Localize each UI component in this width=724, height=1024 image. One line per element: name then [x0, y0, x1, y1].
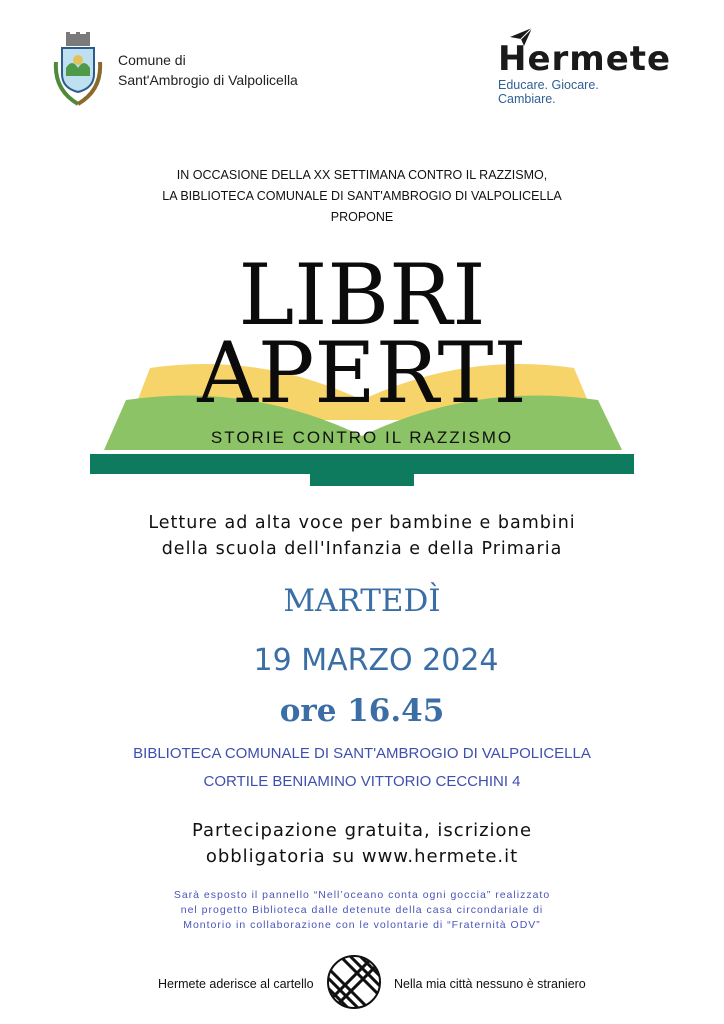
hermete-brand-name: Hermete: [498, 39, 672, 79]
location-line-1: BIBLIOTECA COMUNALE DI SANT'AMBROGIO DI VALPOLICELLA: [133, 745, 591, 762]
note-line-2: nel progetto Biblioteca dalle detenute della casa circondariale di: [180, 904, 544, 916]
location-line-2: CORTILE BENIAMINO VITTORIO CECCHINI 4: [203, 773, 521, 790]
comune-label: [118, 50, 298, 90]
note-line-3: Montorio in collaborazione con le volontarie di “Fraternità ODV”: [183, 919, 541, 931]
footer: [0, 950, 724, 1012]
paper-plane-icon: [510, 28, 532, 46]
hero-banner: [0, 246, 724, 490]
participation-line-2: obbligatoria su www.hermete.it: [205, 846, 519, 867]
description-line-1: Letture ad alta voce per bambine e bambini: [148, 513, 576, 533]
hermete-logo: [498, 39, 672, 106]
event-location: [0, 740, 724, 796]
event-date: 19 MARZO 2024: [253, 643, 499, 678]
comune-line-1: Comune di: [118, 52, 186, 68]
event-description: [0, 510, 724, 562]
footer-right-text: Nella mia città nessuno è straniero: [394, 977, 586, 991]
intro-line-3: PROPONE: [330, 210, 394, 224]
intro-line-1: IN OCCASIONE DELLA XX SETTIMANA CONTRO IL RAZZISMO,: [176, 168, 548, 182]
event-time: ore 16.45: [279, 693, 445, 729]
comune-line-2: Sant'Ambrogio di Valpolicella: [118, 72, 298, 88]
title-line-2: APERTI: [197, 324, 527, 422]
note-line-1: Sarà esposto il pannello “Nell’oceano conta ogni goccia” realizzato: [173, 889, 551, 901]
campaign-logo-icon: [326, 954, 382, 1010]
exhibition-note: [0, 888, 724, 933]
event-day: MARTEDÌ: [283, 583, 441, 619]
title-line-1: LIBRI: [238, 246, 486, 344]
header: [0, 30, 724, 120]
municipal-crest-icon: [52, 32, 104, 112]
hero-subtitle: STORIE CONTRO IL RAZZISMO: [210, 428, 514, 447]
hermete-tagline: Educare. Giocare. Cambiare.: [498, 78, 599, 106]
description-line-2: della scuola dell'Infanzia e della Primaria: [161, 539, 563, 559]
participation-info: [0, 818, 724, 870]
intro-text: [0, 165, 724, 228]
intro-line-2: LA BIBLIOTECA COMUNALE DI SANT'AMBROGIO DI VALPOLICELLA: [162, 189, 562, 203]
footer-left-text: Hermete aderisce al cartello: [158, 977, 314, 991]
participation-line-1: Partecipazione gratuita, iscrizione: [191, 820, 533, 841]
